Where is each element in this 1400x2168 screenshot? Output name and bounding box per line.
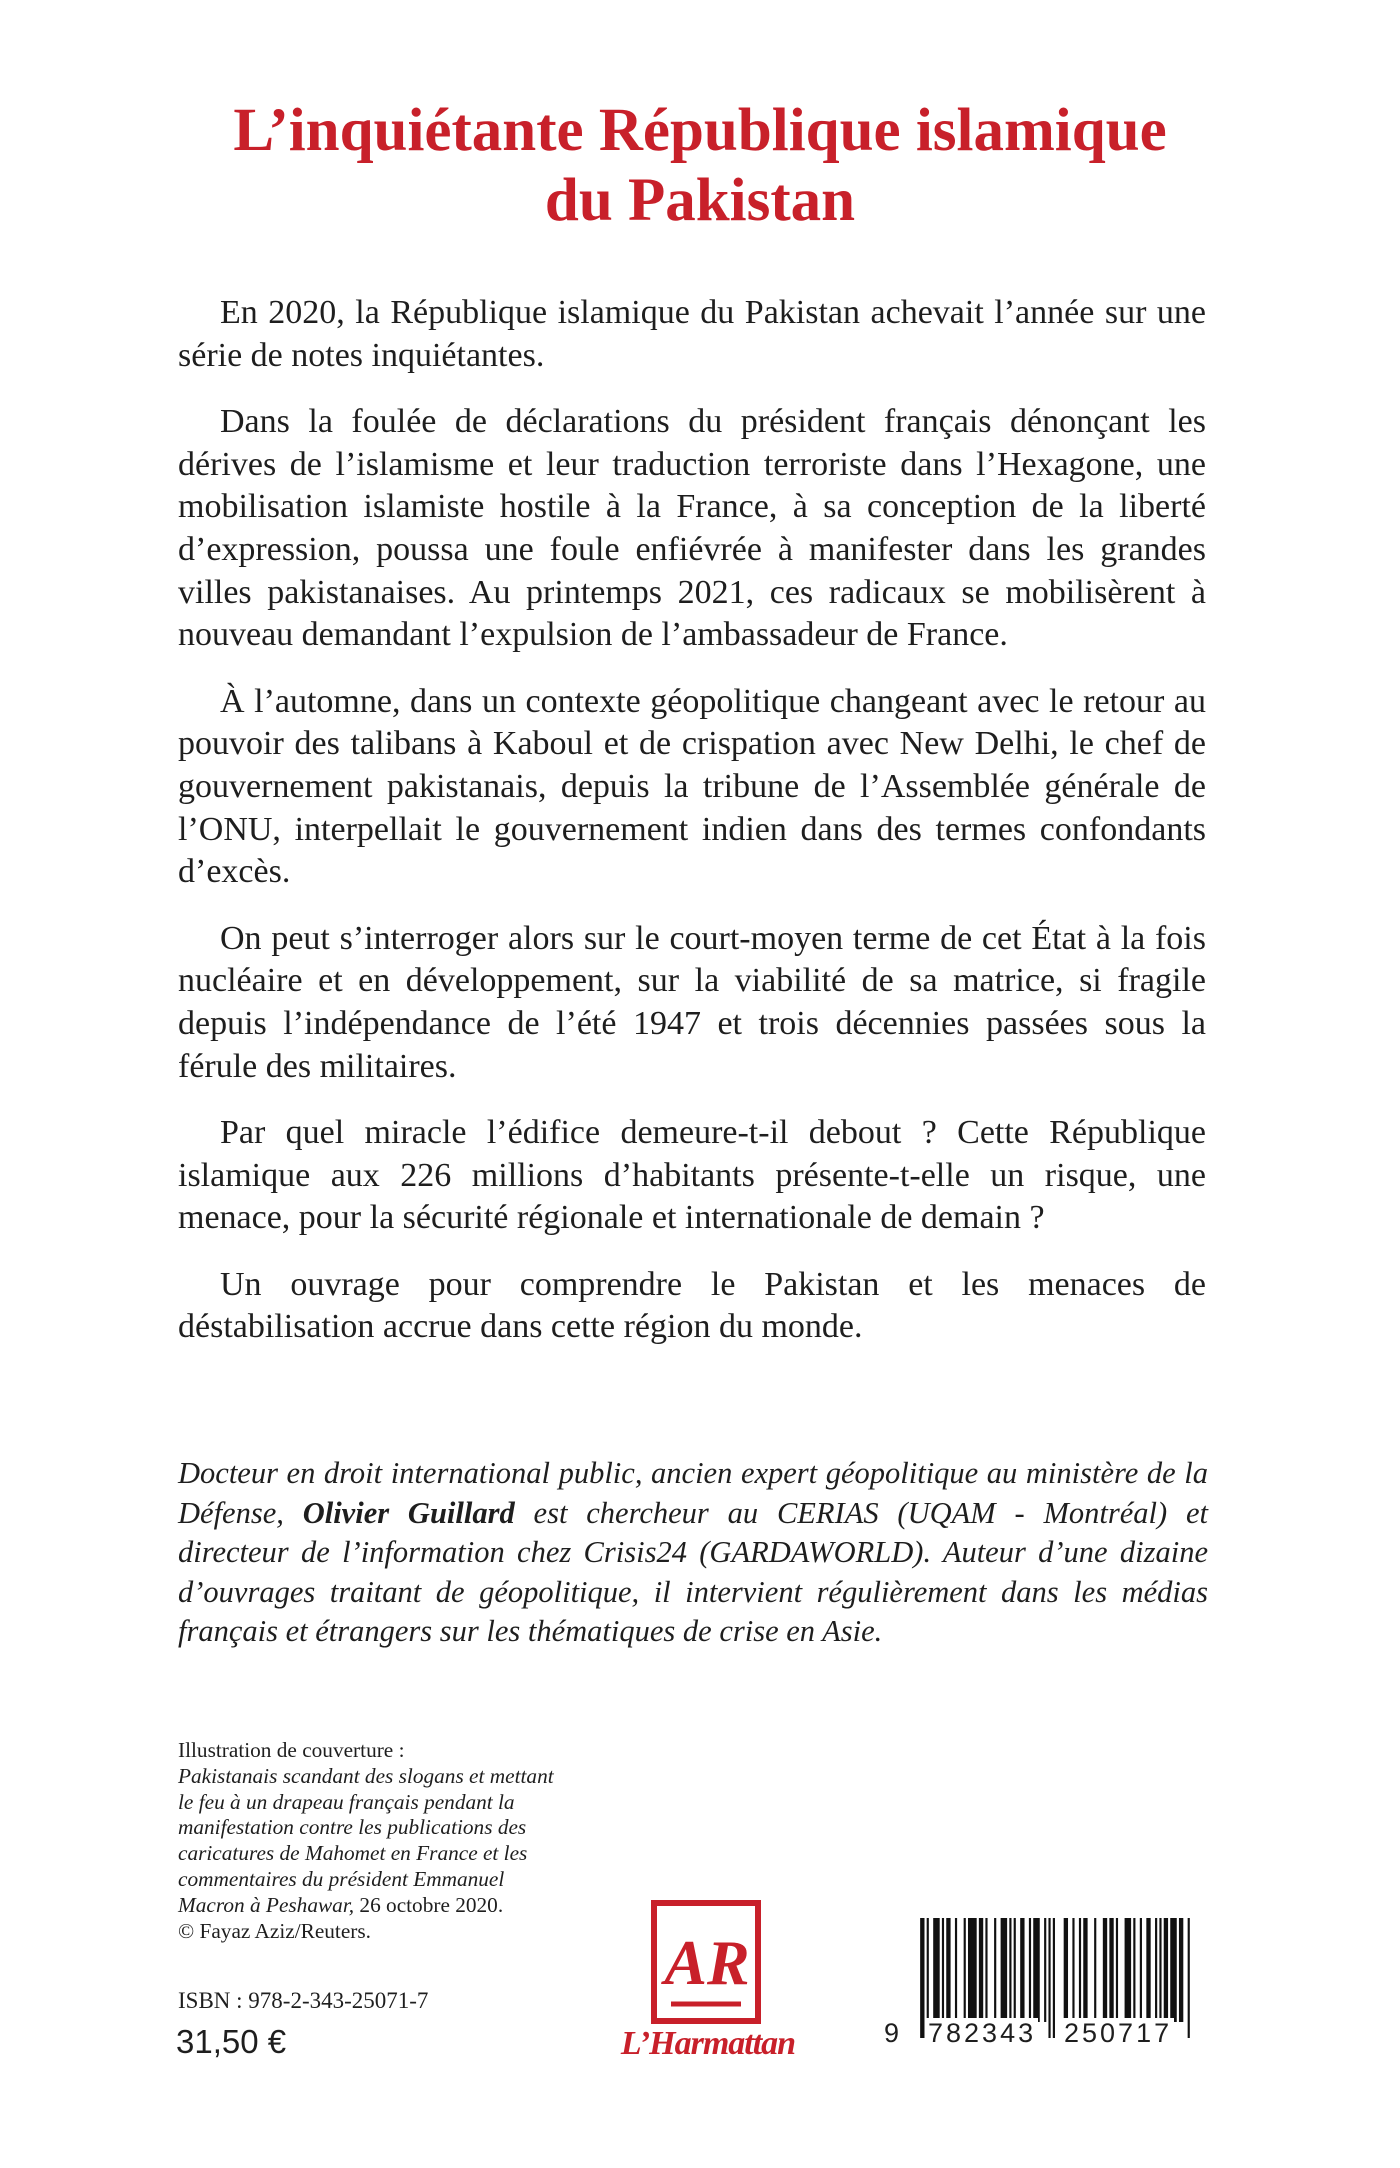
- credit-line: caricatures de Mahomet en France et les: [178, 1841, 528, 1866]
- barcode-bar: [1146, 1918, 1150, 2022]
- barcode-bar: [1044, 1918, 1046, 2022]
- credit-date: 26 octobre 2020.: [354, 1892, 504, 1917]
- synopsis-paragraph: Par quel miracle l’édifice demeure-t-il debout ? Cette République islamique aux 226 millions d’habitants présente-t-elle un risque, une menace, pour la sécurité régionale et internationale de demain ?: [178, 1114, 1206, 1237]
- credit-line: [178, 1893, 628, 1919]
- barcode-bar: [1094, 1918, 1096, 2022]
- credit-line: commentaires du président Emmanuel: [178, 1866, 505, 1891]
- credit-copyright: © Fayaz Aziz/Reuters.: [178, 1918, 372, 1943]
- barcode-bar: [1083, 1918, 1087, 2022]
- barcode-bar: [1079, 1918, 1081, 2022]
- barcode-bar: [1014, 1918, 1016, 2022]
- barcode-bar: [920, 1918, 924, 2038]
- author-bio: [178, 1454, 1208, 1652]
- barcode-bar: [1072, 1918, 1074, 2022]
- barcode-bar: [1188, 1918, 1190, 2038]
- book-title-line-1: L’inquiétante République islamique: [233, 97, 1167, 164]
- barcode-bar: [1159, 1918, 1161, 2022]
- synopsis: [178, 292, 1206, 1373]
- barcode-bar: [942, 1918, 944, 2022]
- barcode-bar: [994, 1918, 996, 2022]
- barcode-bar: [1020, 1918, 1024, 2022]
- barcode-bar: [1029, 1918, 1031, 2022]
- isbn: ISBN : 978-2-343-25071-7: [178, 1988, 429, 2013]
- publisher-logo-letters: AR: [664, 1927, 750, 1998]
- barcode-bar: [1164, 1918, 1168, 2022]
- synopsis-paragraph: On peut s’interroger alors sur le court-moyen terme de cet État à la fois nucléaire et en développement, sur la viabilité de sa matrice, si fragile depuis l’indépendance de l’été 1947 et trois décennies passées sous la férule des militaires.: [178, 919, 1206, 1085]
- barcode-digit-first: 9: [884, 2018, 900, 2048]
- barcode-bar: [1170, 1918, 1177, 2022]
- barcode-bar: [955, 1918, 957, 2022]
- barcode-bar: [1103, 1918, 1107, 2022]
- barcode-bar: [1140, 1918, 1142, 2022]
- credit-line: manifestation contre les publications des: [178, 1815, 527, 1840]
- barcode-bar: [946, 1918, 950, 2022]
- barcode-bar: [968, 1918, 977, 2022]
- credit-heading: Illustration de couverture :: [178, 1738, 405, 1762]
- synopsis-paragraph: En 2020, la République islamique du Pakistan achevait l’année sur une série de notes inquiétantes.: [178, 294, 1206, 374]
- barcode-bar: [1133, 1918, 1135, 2022]
- barcode-bar: [1179, 1918, 1183, 2022]
- barcode-bar: [1064, 1918, 1068, 2022]
- credit-line-italic: Macron à Peshawar,: [178, 1892, 355, 1917]
- barcode-digits-right: 250717: [1064, 2018, 1173, 2048]
- credit-line: Pakistanais scandant des slogans et mettant: [178, 1763, 554, 1788]
- credit-line: le feu à un drapeau français pendant la: [178, 1789, 515, 1814]
- cover-illustration-credit: [178, 1738, 628, 1944]
- book-title-line-2: du Pakistan: [544, 167, 856, 234]
- publisher-name: L’Harmattan: [620, 2025, 796, 2062]
- barcode-bar: [964, 1918, 966, 2022]
- synopsis-paragraph: À l’automne, dans un contexte géopolitique changeant avec le retour au pouvoir des talibans à Kaboul et de crispation avec New Delhi, le chef de gouvernement pakistanais, depuis la tribune de l’Assemblée générale de l’ONU, interpellait le gouvernement indien dans des termes confondants d’excès.: [178, 682, 1206, 891]
- barcode-bar: [1109, 1918, 1113, 2022]
- barcode-bar: [1125, 1918, 1132, 2022]
- publisher-logo-icon: [651, 1900, 761, 2024]
- author-bio-rest: est chercheur au CERIAS (UQAM - Montréal) et directeur de l’information chez Crisis24 (GARDAWORLD). Auteur d’une dizaine d’ouvrages traitant de géopolitique, il intervient régulièrement dans les médias français et étrangers sur les thématiques de crise en Asie.: [178, 1495, 1209, 1649]
- synopsis-paragraph: Dans la foulée de déclarations du président français dénonçant les dérives de l’islamisme et leur traduction terroriste dans l’Hexagone, une mobilisation islamiste hostile à la France, à sa conception de la liberté d’expression, poussa une foule enfiévrée à manifester dans les grandes villes pakistanaises. Au printemps 2021, ces radicaux se mobilisèrent à nouveau demandant l’expulsion de l’ambassadeur de France.: [178, 403, 1206, 654]
- book-title: [0, 96, 1400, 236]
- synopsis-paragraph: Un ouvrage pour comprendre le Pakistan et les menaces de déstabilisation accrue dans cette région du monde.: [178, 1265, 1206, 1346]
- barcode-bar: [1033, 1918, 1040, 2022]
- barcode-digits-left: 782343: [928, 2018, 1037, 2048]
- barcode-bar: [985, 1918, 987, 2022]
- author-bio-intro: Docteur en droit international public, ancien expert géopolitique au ministère de la Défense,: [178, 1456, 1208, 1530]
- barcode-bar: [1001, 1918, 1008, 2022]
- barcode-bar: [933, 1918, 940, 2022]
- price: 31,50 €: [176, 2023, 287, 2060]
- barcode-bar: [1155, 1918, 1157, 2022]
- barcode-bar: [1116, 1918, 1118, 2022]
- barcode-bar: [1009, 1918, 1011, 2022]
- barcode-bar: [979, 1918, 983, 2022]
- barcode-bar: [1053, 1918, 1055, 2038]
- author-name: Olivier Guillard: [302, 1495, 515, 1530]
- barcode-bar: [1048, 1918, 1050, 2038]
